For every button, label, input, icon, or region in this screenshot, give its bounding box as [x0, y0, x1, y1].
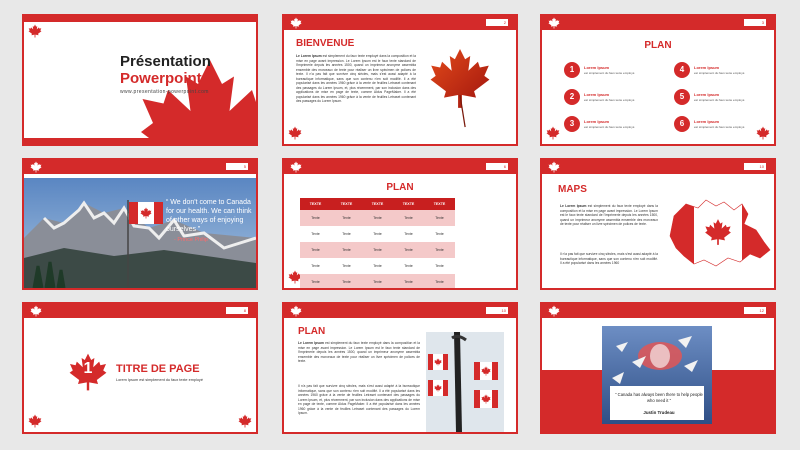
quote-author: - Prince Philip	[174, 237, 208, 243]
body-text: Le Lorem Ipsum est simplement du faux texte employé dans la composition et la mise en page avant impression. Le Lorem Ipsum est le faux texte standard de l'imprimerie depuis les années 1500, quand un imprimeur anonyme assembla ensemble des morceaux de texte pour réaliser un livre spécimen de polices de texte.	[560, 204, 659, 226]
slide-number: 6	[486, 163, 508, 170]
slide-number: 3	[744, 19, 766, 26]
title-line-2: Powerpoint	[120, 70, 202, 87]
maple-leaf-icon	[28, 24, 42, 38]
section-number: 1	[83, 360, 93, 377]
slide-number: 2	[486, 19, 508, 26]
slide-7-section[interactable]	[22, 302, 258, 434]
maple-leaf-icon	[28, 414, 42, 428]
table-row: Texte Texte Texte Texte Texte	[300, 226, 455, 242]
slide-number: 12	[744, 307, 766, 314]
slide-number: 8	[226, 307, 248, 314]
maple-leaf-icon	[290, 161, 302, 173]
maple-leaf-icon	[30, 161, 42, 173]
slide-number: 10	[744, 163, 766, 170]
website-url: www.presentation-powerpoint.com	[120, 89, 209, 95]
slide-header-bar	[284, 16, 516, 30]
body-text: Le Lorem Ipsum est simplement du faux texte employé dans la composition et la mise en page avant impression. Le Lorem Ipsum est le faux texte standard de l'imprimerie depuis les années 1500, quand un imprimeur anonyme assembla ensemble des morceaux de texte pour réaliser un livre spécimen de polices de texte.	[298, 341, 420, 363]
section-title: TITRE DE PAGE	[116, 363, 200, 375]
table-row: Texte Texte Texte Texte Texte	[300, 242, 455, 258]
slide-title: PLAN	[386, 182, 414, 193]
section-subtitle: Lorem Ipsum est simplement du faux texte employé	[116, 378, 203, 382]
slide-header-bar	[24, 304, 256, 318]
slide-title: MAPS	[558, 184, 587, 195]
quote-author: Justin Trudeau	[643, 410, 675, 415]
maple-leaf-icon	[548, 161, 560, 173]
slide-1-title[interactable]	[22, 14, 258, 146]
canada-map-flag	[664, 196, 772, 284]
table-row: Texte Texte Texte Texte Texte	[300, 210, 455, 226]
slide-title: PLAN	[298, 326, 326, 337]
maple-leaf-icon	[290, 17, 302, 29]
data-table	[300, 198, 455, 290]
quote-text: “ We don't come to Canada for our health. We can think of other ways of enjoying ourselves ”	[166, 199, 252, 233]
table-header-row: TEXTE TEXTE TEXTE TEXTE TEXTE	[300, 198, 455, 210]
table-row: Texte Texte Texte Texte Texte	[300, 258, 455, 274]
body-text: Il n'a pas fait que survivre cinq siècles, mais s'est aussi adapté à la bureautique informatique, sans que son contenu n'en soit modifié. Il a été popularisé dans les années 1960	[560, 252, 658, 265]
slide-header-bar	[542, 16, 774, 30]
slide-4-quote[interactable]	[22, 158, 258, 290]
slide-header-bar	[284, 160, 516, 174]
slide-8-plan-photo[interactable]	[282, 302, 518, 434]
maple-leaf-logo-icon	[60, 54, 100, 104]
maple-leaf-photo	[428, 38, 492, 138]
slide-title: PLAN	[644, 40, 672, 51]
maple-leaf-icon	[546, 126, 560, 140]
maple-leaf-icon	[290, 305, 302, 317]
body-rest: est simplement du faux texte employé dans la composition et la mise en page avant impression. Le Lorem Ipsum est le faux texte standard de l'imprimerie depuis les années 1500, quand un imprimeur anonyme assembla ensemble des morceaux de texte pour réaliser un livre spécimen de polices de texte. Il n'a pas fait que survivre cinq siècles, mais s'est aussi adapté à la bureautique informatique, sans que son contenu n'en soit modifié. Il a été popularisé dans les années 1960 grâce à la vente de feuilles Letraset contenant des passages du Lorem Ipsum, et, plus récemment, par son inclusion dans des applications de mise en page de texte, comme Aldus PageMaker. Il a été popularisé dans les années 1960 grâce à la vente de feuilles Letraset contenant des passages du Lorem Ipsum.	[296, 54, 417, 103]
slide-header-bar	[542, 160, 774, 174]
body-text	[296, 54, 416, 104]
slide-5-table[interactable]	[282, 158, 518, 290]
quote-text: “ Canada has always been there to help people who need it ”	[615, 392, 703, 403]
slide-title: BIENVENUE	[296, 38, 355, 49]
slide-header-bar	[542, 304, 774, 318]
table-row: Texte Texte Texte Texte Texte	[300, 274, 455, 290]
slide-header-bar	[284, 304, 516, 318]
slide-9-quote-birds[interactable]	[540, 302, 776, 434]
slide-2-bienvenue[interactable]	[282, 14, 518, 146]
top-band	[24, 16, 256, 22]
maple-leaf-icon	[756, 126, 770, 140]
maple-leaf-icon	[288, 126, 302, 140]
flags-on-pole-photo	[426, 332, 504, 432]
slide-number: 5	[226, 163, 248, 170]
maple-leaf-icon	[548, 305, 560, 317]
slide-6-maps[interactable]	[540, 158, 776, 290]
slide-3-plan[interactable]: 3 PLAN 1 Lorem Ipsum est simplement du faux texte employé 2 Lorem Ipsum est simplement du faux texte employé 3 Lorem Ipsum est simplement du faux texte employé 4 Lorem Ipsum est simplement du faux texte employé 5 Lorem Ipsum est simplement du faux texte employé 6 Lorem Ipsum est simplement du faux texte employé	[540, 14, 776, 146]
body-bold: Le Lorem Ipsum	[296, 54, 322, 58]
maple-leaf-icon	[548, 17, 560, 29]
maple-leaf-icon	[30, 305, 42, 317]
slide-header-bar	[24, 160, 256, 174]
maple-leaf-icon	[238, 414, 252, 428]
slide-number: 10	[486, 307, 508, 314]
body-text: Il n'a pas fait que survivre cinq siècles, mais s'est aussi adapté à la bureautique informatique, sans que son contenu n'en soit modifié. Il a été popularisé dans les années 1960 grâce à la vente de feuilles Letraset contenant des passages du Lorem Ipsum, et, plus récemment, par son inclusion dans des applications de mise en page de texte, comme Aldus PageMaker. Il a été popularisé dans les années 1960 grâce à la vente de feuilles Letraset contenant des passages du Lorem Ipsum.	[298, 384, 420, 415]
title-line-1: Présentation	[120, 53, 211, 70]
